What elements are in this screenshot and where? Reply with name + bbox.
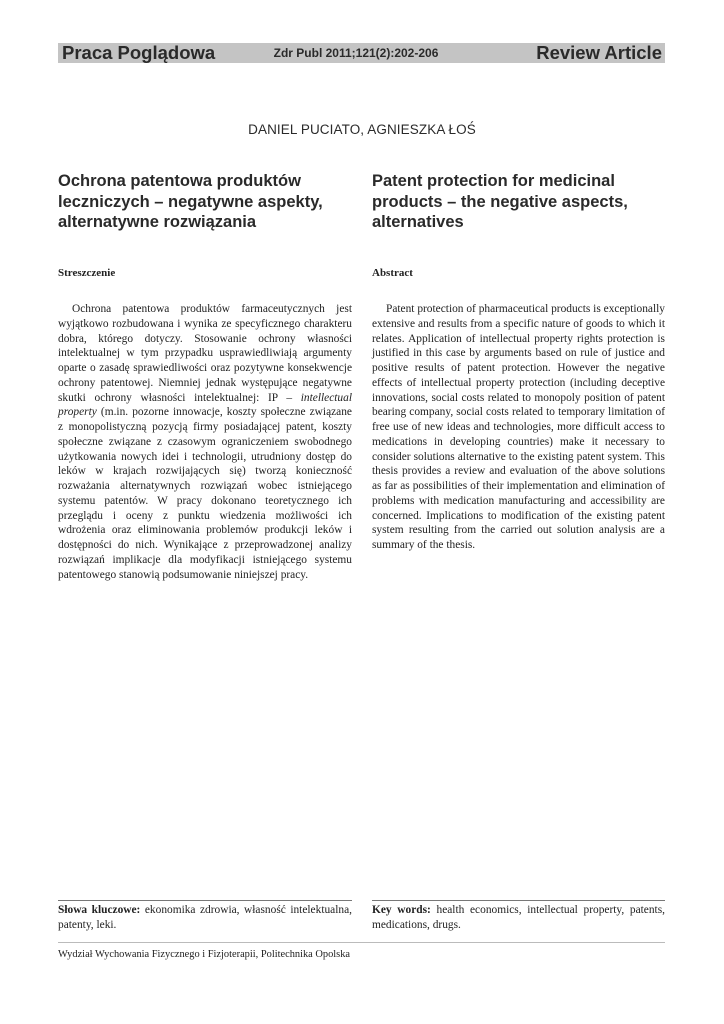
abstract-polish bbox=[58, 302, 352, 582]
authors: DANIEL PUCIATO, AGNIESZKA ŁOŚ bbox=[248, 122, 476, 137]
article-type-english: Review Article bbox=[536, 42, 662, 63]
abstract-english bbox=[372, 302, 665, 553]
keywords-polish bbox=[58, 903, 352, 933]
keywords-divider-left bbox=[58, 900, 352, 901]
footer-divider bbox=[58, 942, 665, 943]
title-polish: Ochrona patentowa produktów leczniczych – negatywne aspekty, alternatywne rozwiązania bbox=[58, 172, 323, 231]
abstract-polish-italic: intellectual property bbox=[58, 391, 352, 419]
abstract-english-paragraph: Patent protection of pharmaceutical products is exceptionally extensive and results from a specific nature of goods to which it relates. Application of intellectual property rights protection is justified in this case by arguments based on rule of justice and positive results of patent protection. However the negative effects of intellectual property protection (including deceptive innovations, social costs related to monopoly position of patent bearing company, social costs related to temporary limitation of free use of new ideas and technologies, more difficult access to medications in developing countries) make it necessary to consider solutions alternative to the existing patent system. This thesis provides a review and evaluation of the above solutions as far as possibilities of their implementation and elimination of problems with medication manufacturing and accessibility are concerned. Implications to modification of the existing patent system resulting from the carried out solution analysis are a summary of the thesis. bbox=[372, 303, 665, 551]
journal-citation: Zdr Publ 2011;121(2):202-206 bbox=[273, 46, 439, 60]
keywords-english bbox=[372, 903, 665, 933]
keywords-english-text: health economics, intellectual property, patents, medications, drugs. bbox=[372, 904, 665, 931]
keywords-polish-text: ekonomika zdrowia, własność intelektualna, patenty, leki. bbox=[58, 904, 352, 931]
affiliation: Wydział Wychowania Fizycznego i Fizjoterapii, Politechnika Opolska bbox=[58, 949, 351, 960]
keywords-english-label: Key words: bbox=[372, 904, 431, 916]
abstract-polish-part2: (m.in. pozorne innowacje, koszty społeczne związane z monopolistyczną pozycją firmy posiadającej patent, koszty społeczne związane z czasowym ograniczeniem swobodnego użytkowania nowych idei i technologii, utrudniony dostęp do leków w krajach rozwijających się) tworzą konieczność rozważania alternatywnych rozwiązań wobec istniejącego systemu patentów. W pracy dokonano teoretycznego ich przeglądu i oceny z punktu wiedzenia możliwości ich wdrożenia oraz eliminowania problemów produkcji leków i dostępności do nich. Wynikające z przeprowadzonej analizy rozwiązań implikacje dla modyfikacji istniejącego systemu patentowego stanowią podsumowanie niniejszej pracy. bbox=[58, 406, 352, 581]
title-english: Patent protection for medicinal products – the negative aspects, alternatives bbox=[372, 172, 628, 231]
abstract-polish-part1: Ochrona patentowa produktów farmaceutycznych jest wyjątkowo rozbudowana i wynika ze specyficznego charakteru dobra, którego dotyczy. Stosowanie ochrony własności intelektualnej w tym przypadku usprawiedliwiają argumenty oparte o zasadę sprawiedliwości oraz pozytywne konsekwencje ochrony patentowej. Niemniej jednak występujące negatywne skutki ochrony własności intelektualnej: IP – bbox=[58, 303, 352, 404]
keywords-divider-right bbox=[372, 900, 665, 901]
keywords-polish-label: Słowa kluczowe: bbox=[58, 904, 141, 916]
abstract-polish-paragraph bbox=[58, 302, 352, 582]
section-heading-english: Abstract bbox=[372, 267, 413, 279]
article-type-polish: Praca Poglądowa bbox=[62, 42, 216, 63]
section-heading-polish: Streszczenie bbox=[58, 267, 116, 279]
